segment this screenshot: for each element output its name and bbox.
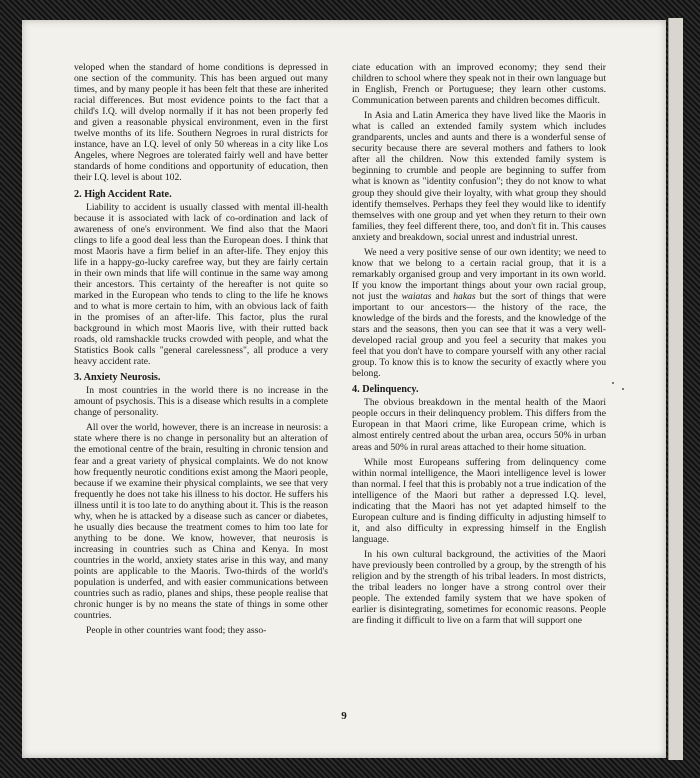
paragraph: In his own cultural background, the activities of the Maori have previously been controlled by a group, by the strength of his religion and by the strength of his tribal leaders. In most districts, the tribal leaders no longer have a strong control over their people. The extended family system that we have spoken of earlier is disintegrating, sometimes for economic reasons. People are finding it difficult to live on a farm that will support one — [352, 548, 606, 627]
section-heading: 3. Anxiety Neurosis. — [74, 372, 161, 384]
binding-strip — [668, 18, 683, 760]
paragraph: veloped when the standard of home conditions is depressed in one section of the community. This has been argued out many times, and by many people it has been felt that these are inherited racial differences. But most evidence points to the fact that a child's I.Q. will dvelop normally if it has not been properly fed and given a reasonable physical environment, even in the first twelve months of its life. Southern Negroes in rural districts for instance, have an I.Q. level of only 50 whereas in a city like Los Angeles, where Negroes are tolerated fairly well and have better standards of home conditions and opportunity of education, then their I.Q. level is about 102. — [74, 62, 328, 184]
italic-term: waiatas — [401, 290, 432, 302]
right-column — [352, 62, 606, 626]
section-heading: 4. Delinquency. — [352, 384, 419, 396]
paragraph: In Asia and Latin America they have lived like the Maoris in what is called an extended family system which includes grandparents, uncles and aunts and there is a wonderful sense of security because there are several mothers and fathers to look after all the children. Now this extended family system is beginning to crumble and people are beginning to suffer from what is known as "identity confusion"; they do not know to what group they should give their loyalty, with what group they should identify themselves. Perhaps they feel they would like to identify themselves with one group and yet when they return to their own families, they feel different there, too, and don't fit in. This causes anxiety and breakdown, social unrest and industrial unrest. — [352, 110, 606, 243]
text-run: We need a very positive sense of our own identity; we need to know that we belong to a certain racial group, that it is a remarkably organised group and very important in its own world. If you know the important things about your own racial group, not just the — [352, 246, 606, 302]
paragraph: In most countries in the world there is no increase in the amount of psychosis. This is a disease which results in a complete change of personality. — [74, 385, 328, 419]
paragraph — [352, 247, 606, 380]
paragraph: The obvious breakdown in the mental health of the Maori people occurs in their delinquency problem. This differs from the European in that Maori crime, like European crime, which is almost entirely centred about the urban area, occurs 50% in urban areas and 50% in rural areas attached to their home situation. — [352, 397, 606, 453]
text-run: but the sort of things that were important to our ancestors— the history of the race, the knowledge of the birds and the forests, and the knowledge of the stars and the seasons, then you can see that it was a very well-developed racial group and you feel a security that makes you feel that you don't have to compare yourself with any other racial group. To know this is to know the security of exactly where you belong. — [352, 290, 606, 380]
paragraph: People in other countries want food; they asso- — [86, 625, 267, 637]
paragraph: ciate education with an improved economy; they send their children to school where they speak not in their own language but in English, French or Portuguese; they learn other customs. Communication between parents and children becomes difficult. — [352, 62, 606, 107]
paragraph: While most Europeans suffering from delinquency come within normal intelligence, the Maori intelligence level is lower than normal. I feel that this is probably not a true indication of the intelligence of the Maori but rather a depressed I.Q. level, indicating that the Maori has not yet adapted himself to the European culture and is finding difficulty in adjusting himself to it, and also difficulty in expressing himself in the English language. — [352, 456, 606, 545]
text-run: and — [431, 290, 454, 302]
document-page — [22, 20, 666, 758]
paragraph: All over the world, however, there is an increase in neurosis: a state where there is no change in personality but an alteration of the emotional centre of the brain, resulting in chronic tension and fear and a great variety of physical complaints. We do not know how frequently neurotic conditions exist among the Maori people, because if we examine their physical complaints, we see that very frequently he does not take his illness to his doctor. He suffers his illness until it is too late to do anything about it. This is the reason why, when he is attacked by a disease such as cancer or diabetes, he usually dies because the treatment comes to him too late for anything to be done. We know, however, that neurosis is increasing in countries such as China and Kenya. In most countries in the world, anxiety states arise in this way, and many points are applicable to the Maoris. Two-thirds of the world's population is underfed, and with easier communications between countries such as radio, planes and ships, these people realise that chronic hunger is by no means the state of things in some other countries. — [74, 422, 328, 622]
scan-speck — [612, 382, 614, 384]
section-heading: 2. High Accident Rate. — [74, 188, 172, 200]
scan-speck — [622, 388, 624, 390]
paragraph: Liability to accident is usually classed with mental ill-health because it is associated with lack of co-ordination and lack of awareness of one's environment. We find also that the Maori clings to life a good deal less than the European does. I think that most Maoris have a firm belief in an after-life. They enjoy this life in a happy-go-lucky carefree way, but they are fairly certain in their own minds that life will continue in the same way among their ancestors. This certainty of the hereafter is not quite so marked in the European who tends to cling to the life he knows and to what is more certain to him, with an obvious lack of faith in the promises of an after-life. This factor, plus the rural background in which most Maoris live, with their rutted back roads, old ramshackle trucks crowded with people, and what the Statistics Book calls "general carelessness", all produce a very heavy accident rate. — [74, 201, 328, 368]
italic-term: hakas — [453, 290, 476, 302]
left-column — [74, 62, 328, 636]
page-number: 9 — [341, 710, 347, 722]
